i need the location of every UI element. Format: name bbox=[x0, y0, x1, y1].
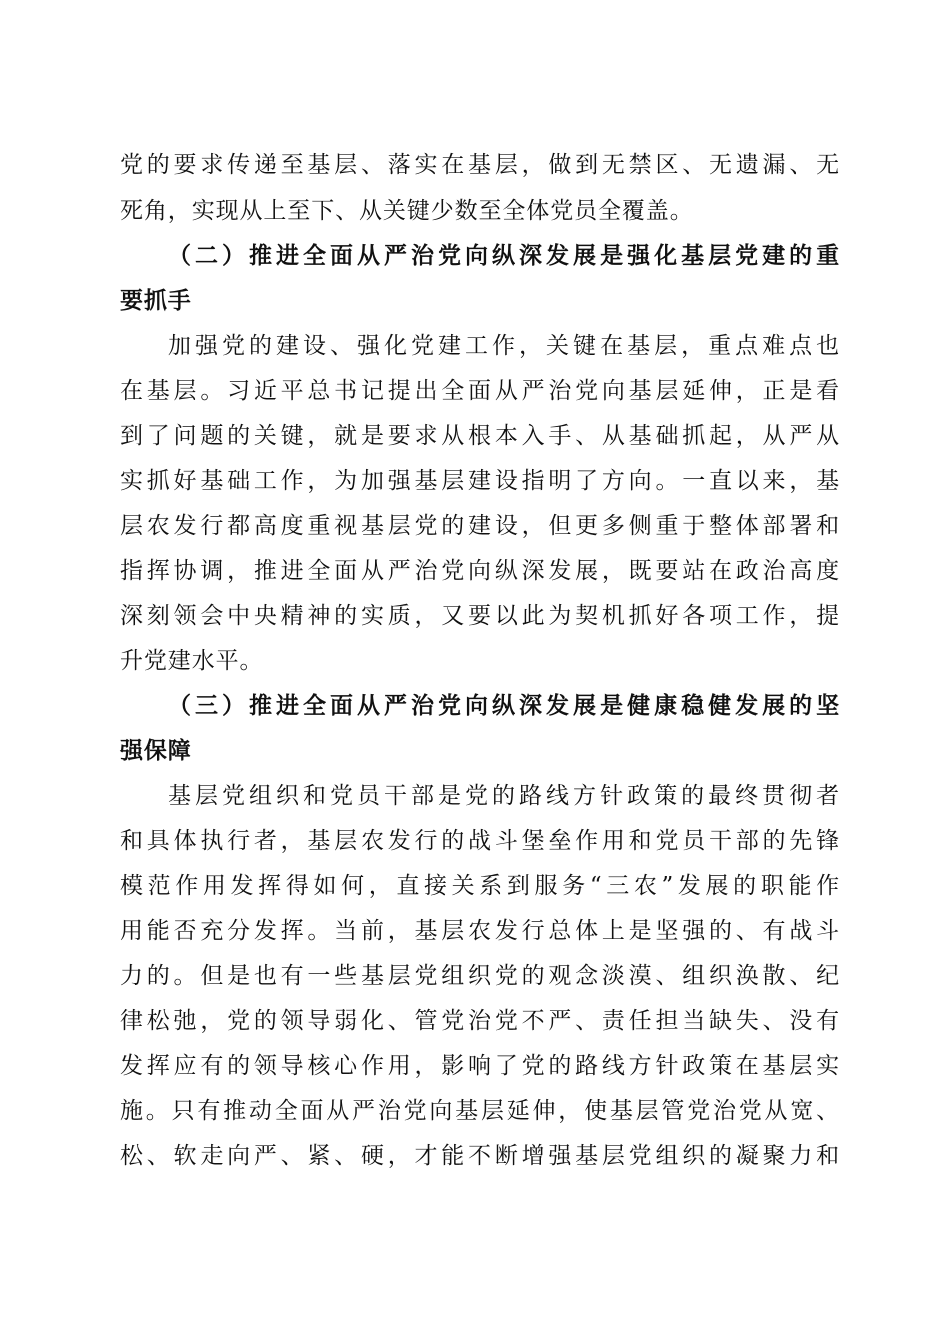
paragraph-line: 升党建水平。 bbox=[120, 648, 264, 674]
paragraph-line: 在基层。习近平总书记提出全面从严治党向基层延伸，正是看 bbox=[120, 378, 840, 404]
paragraph-line: 用能否充分发挥。当前，基层农发行总体上是坚强的、有战斗 bbox=[120, 918, 840, 944]
paragraph-line: 实抓好基础工作，为加强基层建设指明了方向。一直以来，基 bbox=[120, 468, 840, 494]
section-heading-line: 要抓手 bbox=[120, 287, 192, 314]
paragraph-line: 松、软走向严、紧、硬，才能不断增强基层党组织的凝聚力和 bbox=[120, 1143, 840, 1169]
paragraph-line: 模范作用发挥得如何，直接关系到服务“三农”发展的职能作 bbox=[120, 873, 840, 899]
paragraph-line: 党的要求传递至基层、落实在基层，做到无禁区、无遗漏、无 bbox=[120, 152, 840, 178]
paragraph-line: 到了问题的关键，就是要求从根本入手、从基础抓起，从严从 bbox=[120, 423, 840, 449]
paragraph-line: 层农发行都高度重视基层党的建设，但更多侧重于整体部署和 bbox=[120, 513, 840, 539]
paragraph-line: 加强党的建设、强化党建工作，关键在基层，重点难点也 bbox=[168, 333, 840, 359]
paragraph-line: 力的。但是也有一些基层党组织党的观念淡漠、组织涣散、纪 bbox=[120, 963, 840, 989]
paragraph-line: 死角，实现从上至下、从关键少数至全体党员全覆盖。 bbox=[120, 198, 694, 224]
paragraph-line: 和具体执行者，基层农发行的战斗堡垒作用和党员干部的先锋 bbox=[120, 828, 840, 854]
paragraph-line: 施。只有推动全面从严治党向基层延伸，使基层管党治党从宽、 bbox=[120, 1098, 840, 1124]
paragraph-line: 发挥应有的领导核心作用，影响了党的路线方针政策在基层实 bbox=[120, 1053, 840, 1079]
paragraph-line: 深刻领会中央精神的实质，又要以此为契机抓好各项工作，提 bbox=[120, 603, 840, 629]
section-heading-line: （二）推进全面从严治党向纵深发展是强化基层党建的重 bbox=[168, 242, 840, 269]
paragraph-line: 基层党组织和党员干部是党的路线方针政策的最终贯彻者 bbox=[168, 783, 840, 809]
paragraph-line: 律松弛，党的领导弱化、管党治党不严、责任担当缺失、没有 bbox=[120, 1008, 840, 1034]
section-heading-line: 强保障 bbox=[120, 737, 192, 764]
paragraph-line: 指挥协调，推进全面从严治党向纵深发展，既要站在政治高度 bbox=[120, 558, 840, 584]
section-heading-line: （三）推进全面从严治党向纵深发展是健康稳健发展的坚 bbox=[168, 692, 840, 719]
